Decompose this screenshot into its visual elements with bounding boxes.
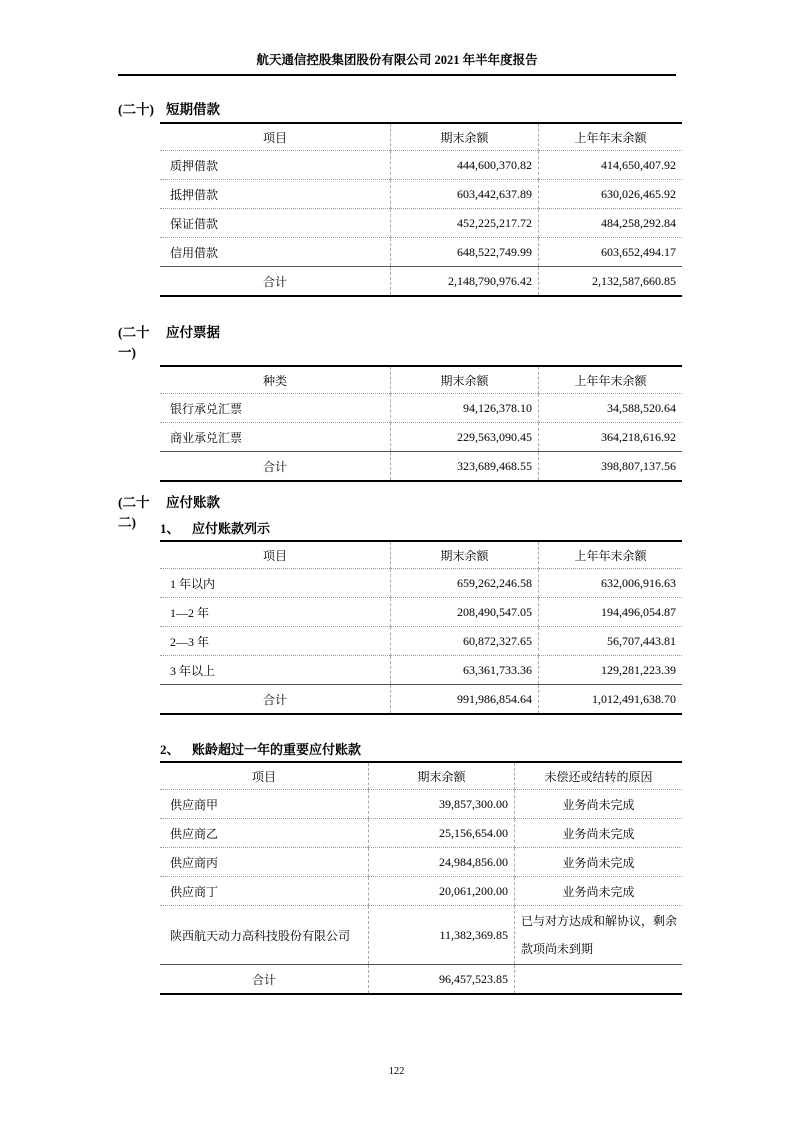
table-row — [160, 151, 682, 180]
cell: 保证借款 — [160, 209, 391, 238]
cell: 业务尚未完成 — [515, 848, 683, 877]
section-heading — [118, 323, 680, 363]
cell: 34,588,520.64 — [539, 394, 683, 423]
cell: 39,857,300.00 — [369, 790, 515, 819]
header-row — [160, 123, 682, 151]
column-header: 种类 — [262, 373, 287, 388]
column-header: 期末余额 — [391, 123, 539, 151]
column-header: 项目 — [251, 769, 276, 784]
page-footer — [0, 1066, 793, 1077]
subsection-important-accounts-payable-over-one-year — [160, 740, 680, 995]
short-term-borrowings-table — [160, 122, 682, 297]
cell: 信用借款 — [160, 238, 391, 267]
page-number: 122 — [388, 1066, 405, 1077]
cell: 供应商丙 — [160, 848, 369, 877]
column-header: 上年年末余额 — [539, 541, 683, 569]
section-notes-payable — [118, 323, 680, 482]
section-label: (二十) — [118, 102, 154, 117]
subsection-title: 账龄超过一年的重要应付账款 — [192, 742, 362, 757]
cell: 合计 — [160, 685, 391, 715]
section-short-term-borrowings — [118, 100, 680, 297]
cell: 659,262,246.58 — [391, 569, 539, 598]
cell: 444,600,370.82 — [391, 151, 539, 180]
cell: 364,218,616.92 — [539, 423, 683, 452]
cell: 484,258,292.84 — [539, 209, 683, 238]
table-row — [160, 819, 682, 848]
cell: 414,650,407.92 — [539, 151, 683, 180]
cell: 96,457,523.85 — [369, 965, 515, 995]
table-row — [160, 598, 682, 627]
cell: 质押借款 — [160, 151, 391, 180]
table-row — [160, 656, 682, 685]
total-row — [160, 267, 682, 297]
cell: 业务尚未完成 — [515, 877, 683, 906]
cell: 630,026,465.92 — [539, 180, 683, 209]
cell: 603,652,494.17 — [539, 238, 683, 267]
table-row — [160, 238, 682, 267]
cell — [515, 965, 683, 995]
important-accounts-payable-table — [160, 761, 682, 995]
table-row — [160, 180, 682, 209]
cell: 229,563,090.45 — [391, 423, 539, 452]
table-row — [160, 394, 682, 423]
cell: 1—2 年 — [160, 598, 391, 627]
cell: 991,986,854.64 — [391, 685, 539, 715]
cell: 603,442,637.89 — [391, 180, 539, 209]
cell: 1,012,491,638.70 — [539, 685, 683, 715]
cell: 208,490,547.05 — [391, 598, 539, 627]
cell: 2,132,587,660.85 — [539, 267, 683, 297]
cell: 陕西航天动力高科技股份有限公司 — [160, 906, 369, 965]
cell: 1 年以内 — [160, 569, 391, 598]
cell: 银行承兑汇票 — [160, 394, 391, 423]
column-header: 项目 — [262, 130, 287, 145]
accounts-payable-aging-table — [160, 540, 682, 715]
cell: 63,361,733.36 — [391, 656, 539, 685]
section-title: 应付账款 — [166, 495, 220, 510]
cell: 194,496,054.87 — [539, 598, 683, 627]
total-row — [160, 685, 682, 715]
cell: 合计 — [160, 965, 369, 995]
cell: 供应商甲 — [160, 790, 369, 819]
cell: 323,689,468.55 — [391, 452, 539, 482]
cell: 25,156,654.00 — [369, 819, 515, 848]
table-row — [160, 423, 682, 452]
subsection-number: 1、 — [160, 521, 180, 536]
subsection-title: 应付账款列示 — [192, 521, 271, 536]
table-row — [160, 627, 682, 656]
column-header: 期末余额 — [391, 541, 539, 569]
cell: 商业承兑汇票 — [160, 423, 391, 452]
cell: 452,225,217.72 — [391, 209, 539, 238]
column-header: 未偿还或结转的原因 — [515, 762, 683, 790]
total-row — [160, 965, 682, 995]
section-title: 应付票据 — [166, 325, 220, 340]
header-row — [160, 366, 682, 394]
report-title: 航天通信控股集团股份有限公司 2021 年半年度报告 — [256, 53, 538, 67]
cell: 合计 — [160, 452, 391, 482]
cell: 业务尚未完成 — [515, 819, 683, 848]
section-label: (二十二) — [118, 495, 150, 530]
section-title: 短期借款 — [166, 102, 220, 117]
cell: 129,281,223.39 — [539, 656, 683, 685]
subsection-accounts-payable-listing — [160, 519, 680, 715]
notes-payable-table — [160, 365, 682, 482]
cell: 2,148,790,976.42 — [391, 267, 539, 297]
table-row — [160, 209, 682, 238]
cell: 2—3 年 — [160, 627, 391, 656]
table-row — [160, 569, 682, 598]
cell: 24,984,856.00 — [369, 848, 515, 877]
cell: 业务尚未完成 — [515, 790, 683, 819]
section-heading — [118, 100, 680, 120]
section-label: (二十一) — [118, 325, 150, 360]
table-row — [160, 790, 682, 819]
cell: 648,522,749.99 — [391, 238, 539, 267]
subsection-heading — [160, 519, 680, 538]
column-header: 期末余额 — [369, 762, 515, 790]
cell: 供应商丁 — [160, 877, 369, 906]
cell: 56,707,443.81 — [539, 627, 683, 656]
column-header: 上年年末余额 — [539, 123, 683, 151]
column-header: 期末余额 — [391, 366, 539, 394]
cell: 94,126,378.10 — [391, 394, 539, 423]
subsection-number: 2、 — [160, 742, 180, 757]
cell: 632,006,916.63 — [539, 569, 683, 598]
total-row — [160, 452, 682, 482]
cell: 20,061,200.00 — [369, 877, 515, 906]
cell: 398,807,137.56 — [539, 452, 683, 482]
table-row — [160, 848, 682, 877]
column-header: 项目 — [262, 548, 287, 563]
table-row — [160, 906, 682, 965]
cell: 60,872,327.65 — [391, 627, 539, 656]
cell: 11,382,369.85 — [369, 906, 515, 965]
column-header: 上年年末余额 — [539, 366, 683, 394]
cell: 供应商乙 — [160, 819, 369, 848]
subsection-heading — [160, 740, 680, 759]
header-row — [160, 762, 682, 790]
header-row — [160, 541, 682, 569]
cell: 抵押借款 — [160, 180, 391, 209]
page-header — [118, 50, 676, 76]
table-row — [160, 877, 682, 906]
cell: 3 年以上 — [160, 656, 391, 685]
cell: 合计 — [160, 267, 391, 297]
cell: 已与对方达成和解协议，剩余款项尚未到期 — [515, 906, 683, 965]
